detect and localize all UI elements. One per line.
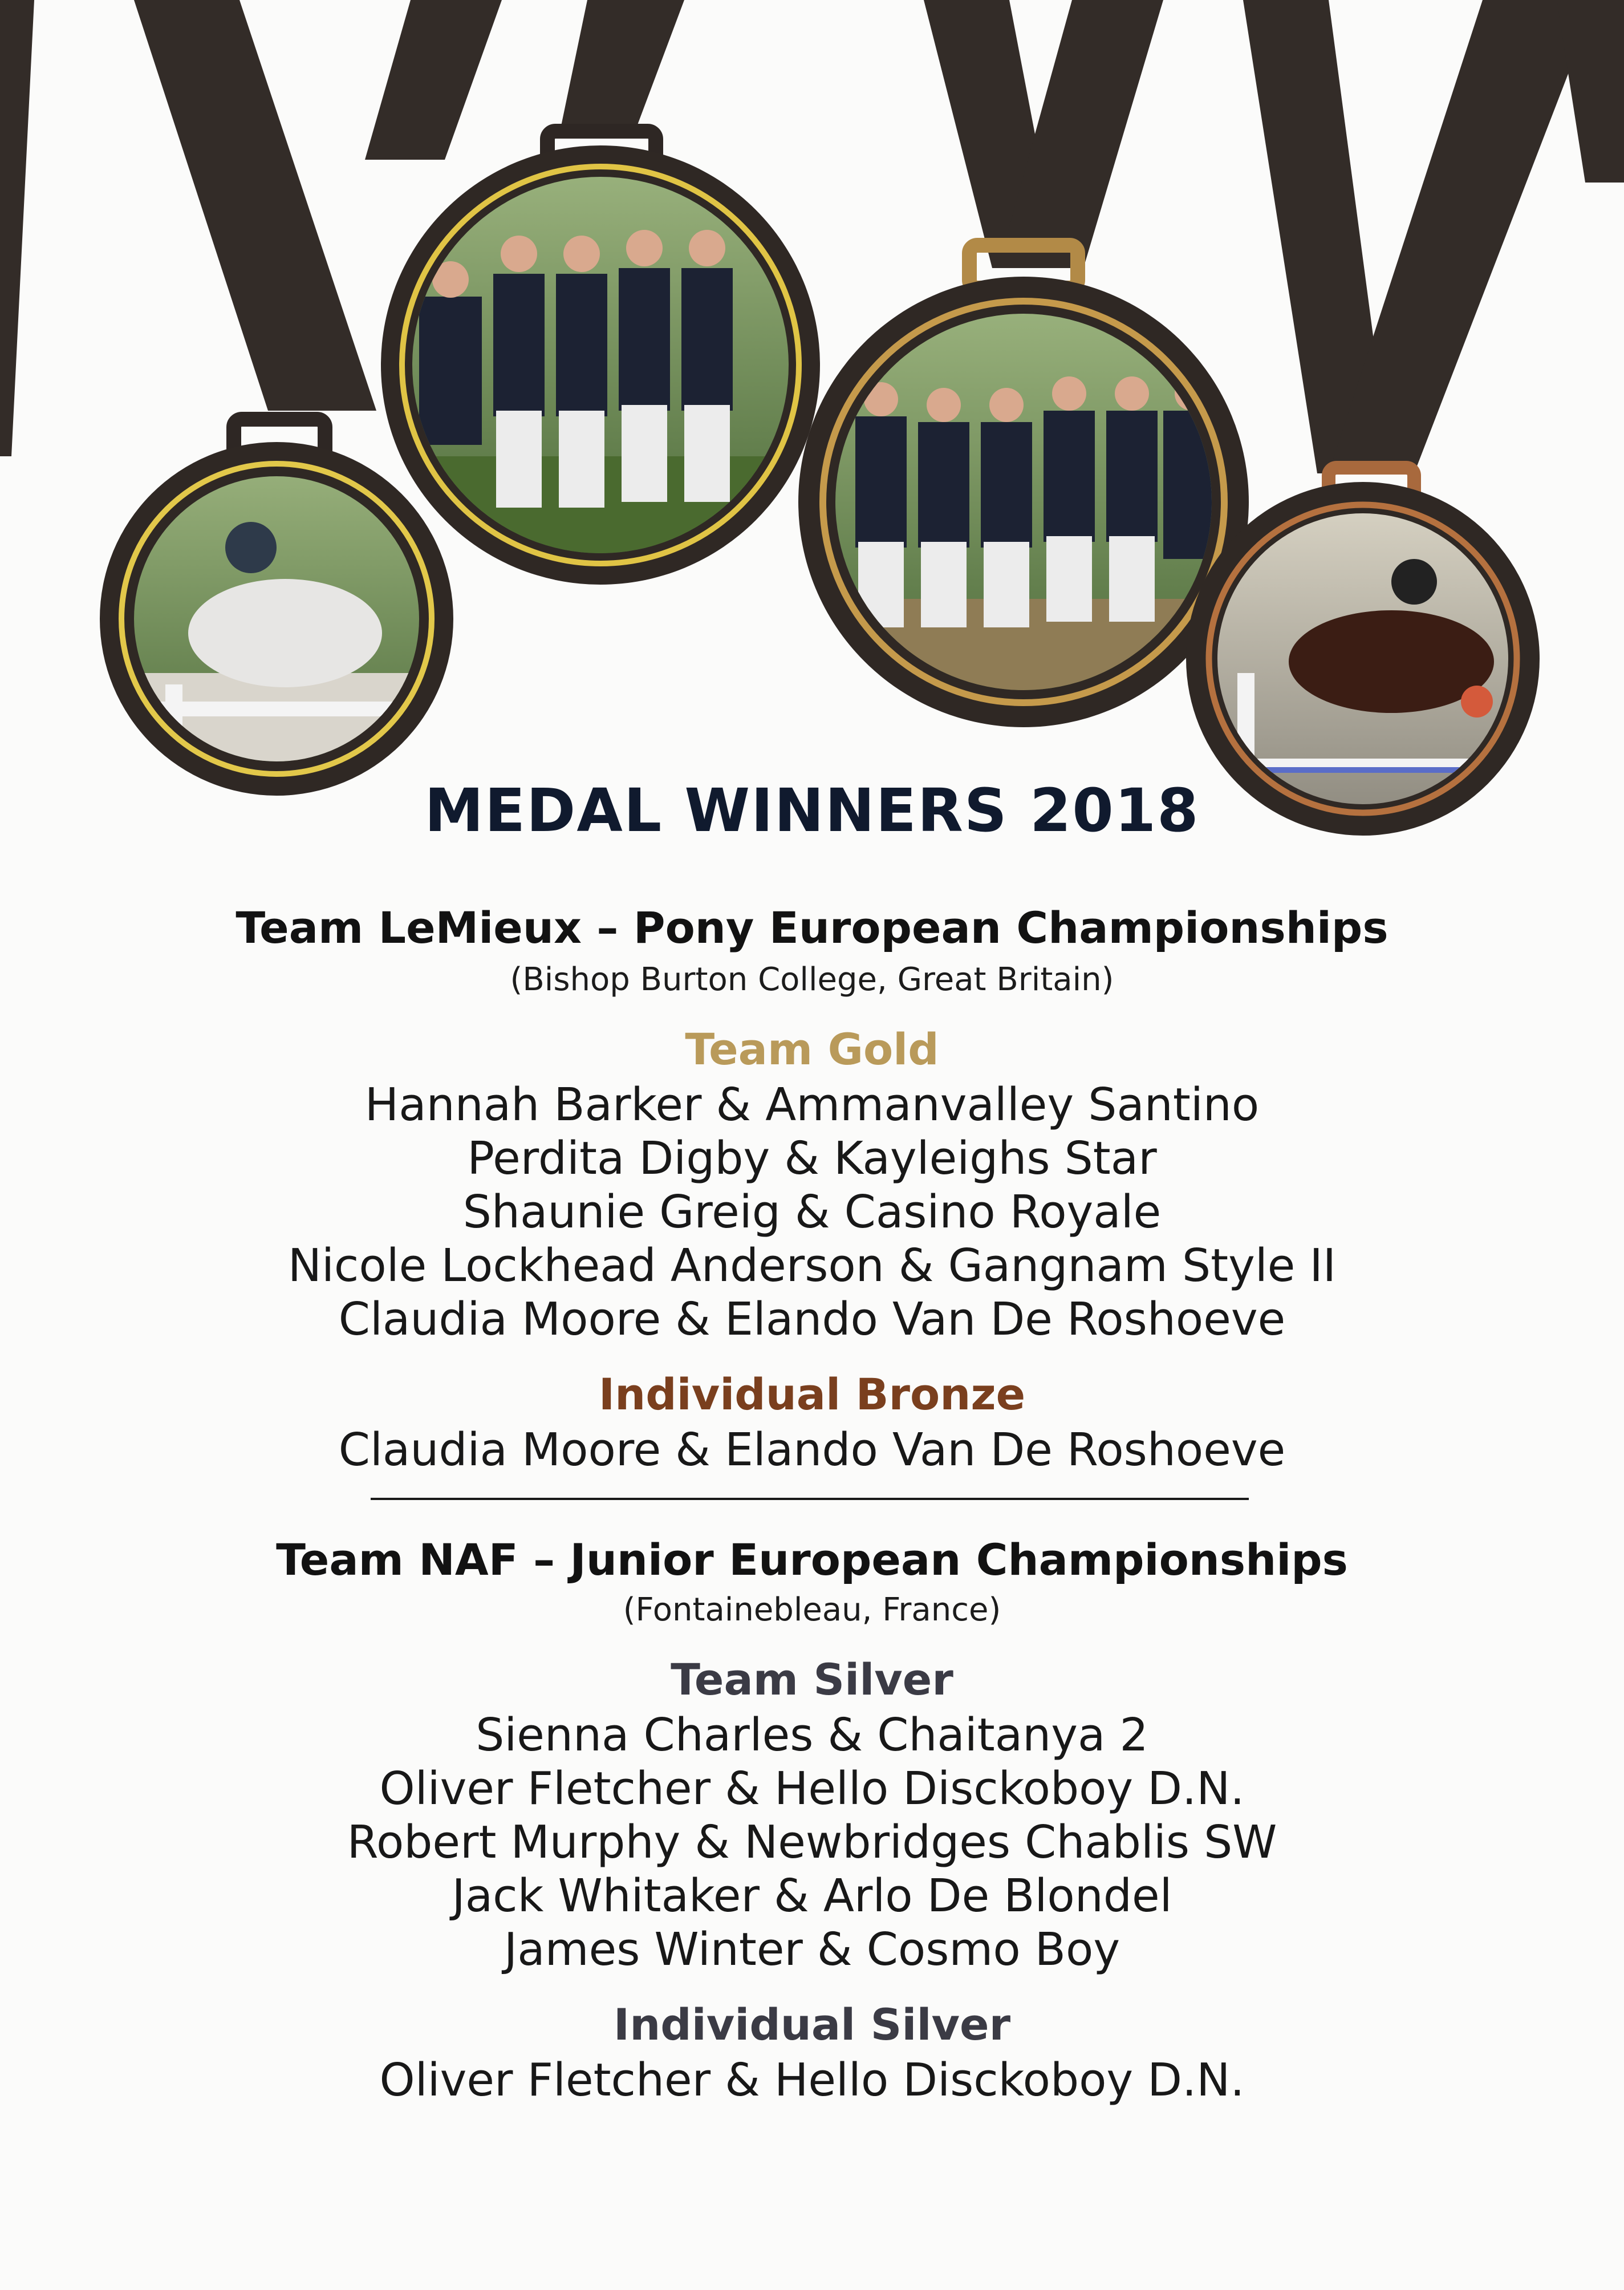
medal-2	[381, 131, 820, 585]
list-item: Oliver Fletcher & Hello Disckoboy D.N.	[379, 2054, 1245, 2106]
list-item: James Winter & Cosmo Boy	[504, 1923, 1120, 1976]
section-2-event-title: Team NAF – Junior European Championships	[276, 1534, 1348, 1585]
list-item: Shaunie Greig & Casino Royale	[462, 1186, 1162, 1238]
section-2-venue: (Fontainebleau, France)	[623, 1591, 1001, 1628]
list-item: Claudia Moore & Elando Van De Roshoeve	[338, 1293, 1286, 1345]
list-item: Sienna Charles & Chaitanya 2	[476, 1709, 1148, 1761]
list-item: Hannah Barker & Ammanvalley Santino	[364, 1079, 1260, 1131]
list-item: Oliver Fletcher & Hello Disckoboy D.N.	[379, 1762, 1245, 1815]
section-1-venue: (Bishop Burton College, Great Britain)	[510, 961, 1114, 998]
section-1-award-team-gold: Team Gold	[685, 1024, 939, 1075]
medal-artwork	[0, 0, 1624, 867]
section-2-award-individual-silver: Individual Silver	[613, 1999, 1011, 2050]
page-title: MEDAL WINNERS 2018	[424, 776, 1200, 845]
section-2-individual-silver-list	[0, 2053, 1624, 2107]
section-divider	[371, 1498, 1249, 1500]
list-item: Perdita Digby & Kayleighs Star	[467, 1132, 1157, 1185]
list-item: Robert Murphy & Newbridges Chablis SW	[347, 1816, 1277, 1869]
medal-3	[798, 245, 1249, 727]
medal-1	[100, 419, 453, 799]
list-item: Nicole Lockhead Anderson & Gangnam Style II	[287, 1239, 1337, 1292]
section-1-award-individual-bronze: Individual Bronze	[598, 1369, 1026, 1420]
section-1-team-gold-list	[0, 1078, 1624, 1346]
section-2-team-silver-list	[0, 1708, 1624, 1976]
section-1-individual-bronze-list	[0, 1423, 1624, 1477]
list-item: Jack Whitaker & Arlo De Blondel	[452, 1870, 1172, 1922]
section-2-award-team-silver: Team Silver	[671, 1654, 953, 1705]
list-item: Claudia Moore & Elando Van De Roshoeve	[338, 1424, 1286, 1476]
section-1-event-title: Team LeMieux – Pony European Championships	[236, 902, 1388, 953]
